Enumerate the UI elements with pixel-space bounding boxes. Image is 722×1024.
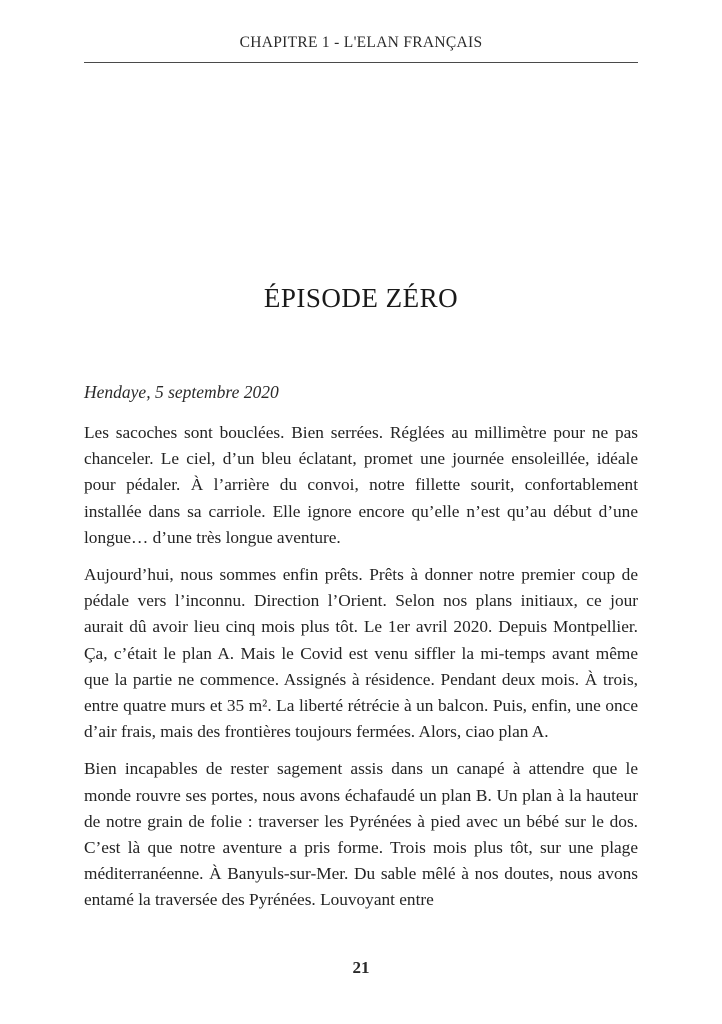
running-header: CHAPITRE 1 - L'ELAN FRANÇAIS (239, 34, 483, 51)
header-rule (84, 62, 638, 63)
chapter-title: ÉPISODE ZÉRO (263, 283, 459, 313)
paragraph-2: Aujourd’hui, nous sommes enfin prêts. Prêts à donner notre premier coup de pédale vers l’inconnu. Direction l’Orient. Selon nos plans initiaux, ce jour aurait dû avoir lieu cinq mois plus tôt. Le 1er avril 2020. Depuis Montpellier. Ça, c’était le plan A. Mais le Covid est venu siffler la mi-temps avant même que la partie ne commence. Assignés à résidence. Pendant deux mois. À trois, entre quatre murs et 35 m². La liberté rétrécie à un balcon. Puis, enfin, une once d’air frais, mais des frontières toujours fermées. Alors, ciao plan A. (84, 565, 638, 742)
body-text (84, 420, 638, 910)
dateline: Hendaye, 5 septembre 2020 (84, 382, 279, 402)
paragraph-3: Bien incapables de rester sagement assis dans un canapé à attendre que le monde rouvre ses portes, nous avons échafaudé un plan B. Un plan à la hauteur de notre grain de folie : traverser les Pyrénées à pied avec un bébé sur le dos. C’est là que notre aventure a pris forme. Trois mois plus tôt, sur une plage méditerranéenne. À Banyuls-sur-Mer. Du sable mêlé à nos doutes, nous avons entamé la traversée des Pyrénées. Louvoyant entre (84, 759, 638, 910)
paragraph-1: Les sacoches sont bouclées. Bien serrées. Réglées au millimètre pour ne pas chanceler. Le ciel, d’un bleu éclatant, promet une journée ensoleillée, idéale pour pédaler. À l’arrière du convoi, notre fillette sourit, confortablement installée dans sa carriole. Elle ignore encore qu’elle n’est qu’au début d’une longue… d’une très longue aventure. (84, 423, 638, 547)
page-number: 21 (352, 958, 370, 977)
